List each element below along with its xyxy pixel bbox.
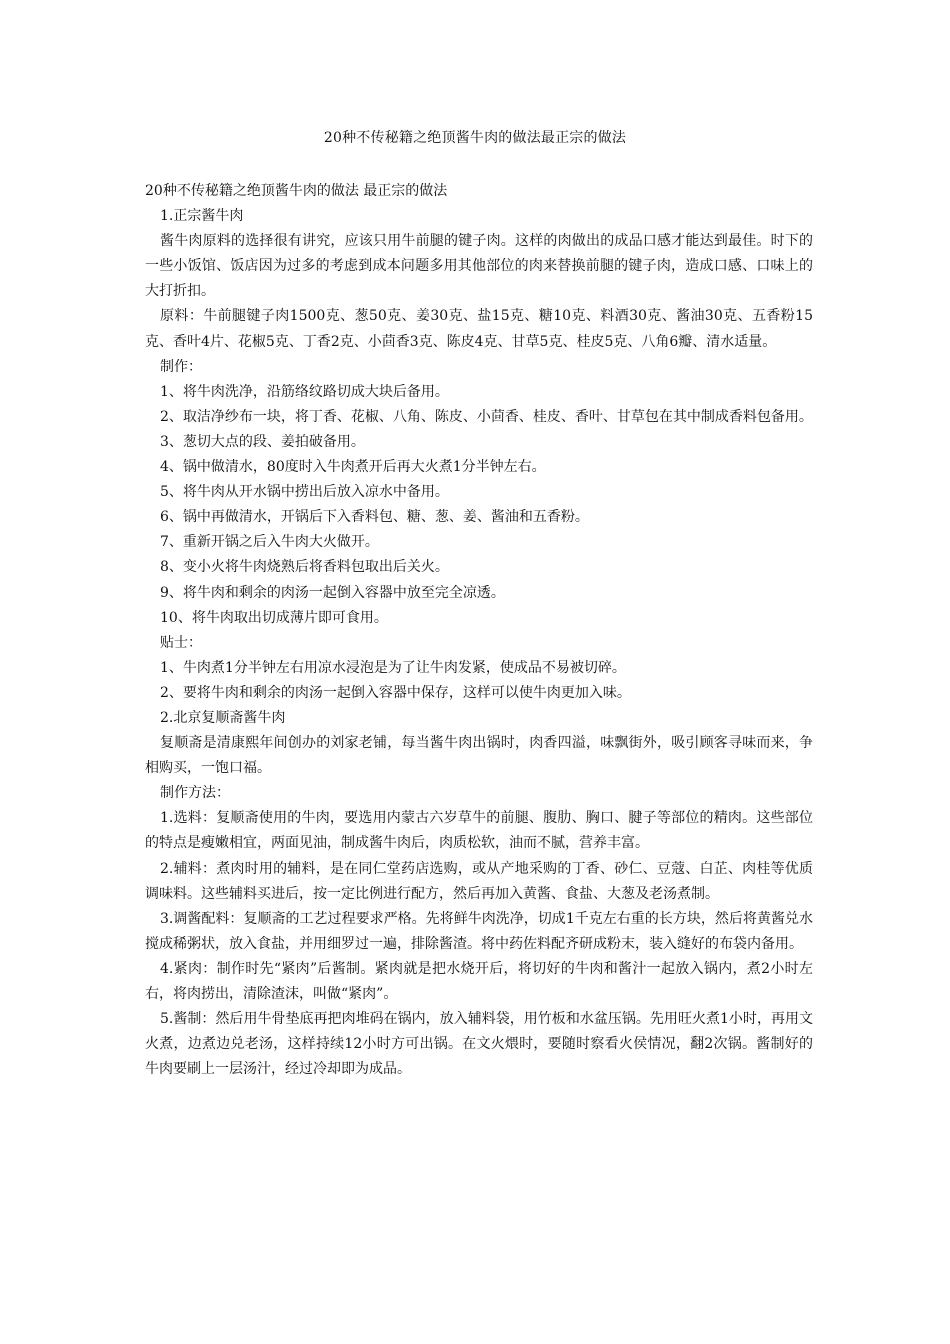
paragraph: 3.调酱配料：复顺斋的工艺过程要求严格。先将鲜牛肉洗净，切成1千克左右重的长方块，然后将黄酱兑水搅成稀粥状，放入食盐，并用细罗过一遍，排除酱渣。将中药佐料配齐研成粉末，装入缝好的布袋内备用。 [145,910,813,952]
paragraph: 10、将牛肉取出切成薄片即可食用。 [160,609,388,626]
paragraph: 1.正宗酱牛肉 [160,208,244,225]
paragraph: 2、要将牛肉和剩余的肉汤一起倒入容器中保存，这样可以使牛肉更加入味。 [160,684,631,701]
paragraph: 1、将牛肉洗净，沿筋络纹路切成大块后备用。 [160,383,449,400]
paragraph: 9、将牛肉和剩余的肉汤一起倒入容器中放至完全凉透。 [160,584,505,601]
document-title: 20种不传秘籍之绝顶酱牛肉的做法最正宗的做法 [323,130,627,146]
paragraph: 8、变小火将牛肉烧熟后将香料包取出后关火。 [160,559,449,576]
paragraph: 1.选料：复顺斋使用的牛肉，要选用内蒙古六岁草牛的前腿、腹肋、胸口、腱子等部位的精肉。这些部位的特点是瘦嫩相宜，两面见油，制成酱牛肉后，肉质松软，油而不腻，营养丰富。 [145,810,813,852]
paragraph: 制作方法： [160,785,230,802]
paragraph: 酱牛肉原料的选择很有讲究，应该只用牛前腿的键子肉。这样的肉做出的成品口感才能达到最佳。时下的一些小饭馆、饭店因为过多的考虑到成本问题多用其他部位的肉来替换前腿的键子肉，造成口感、口味上的大打折扣。 [145,233,813,300]
paragraph: 4、锅中做清水，80度时入牛肉煮开后再大火煮1分半钟左右。 [160,459,546,476]
paragraph: 2.辅料：煮肉时用的辅料，是在同仁堂药店选购，或从产地采购的丁香、砂仁、豆蔻、白芷、肉桂等优质调味料。这些辅料买进后，按一定比例进行配方，然后再加入黄酱、食盐、大葱及老汤煮制。 [145,860,813,902]
paragraph: 复顺斋是清康熙年间创办的刘家老铺，每当酱牛肉出锅时，肉香四溢，味飘街外，吸引顾客寻味而来，争相购买，一饱口福。 [145,735,813,777]
paragraph: 原料：牛前腿键子肉1500克、葱50克、姜30克、盐15克、糖10克、料酒30克、酱油30克、五香粉15克、香叶4片、花椒5克、丁香2克、小茴香3克、陈皮4克、甘草5克、桂皮5克、八角6瓣、清水适量。 [145,308,813,350]
paragraph: 6、锅中再做清水，开锅后下入香料包、糖、葱、姜、酱油和五香粉。 [160,509,589,526]
paragraph: 1、牛肉煮1分半钟左右用凉水浸泡是为了让牛肉发紧，使成品不易被切碎。 [160,659,626,676]
paragraph: 5.酱制：然后用牛骨垫底再把肉堆码在锅内，放入辅料袋，用竹板和水盆压锅。先用旺火煮1小时，再用文火煮，边煮边兑老汤，这样持续12小时方可出锅。在文火煨时，要随时察看火侯情况，翻2次锅。酱制好的牛肉要刷上一层汤汁，经过冷却即为成品。 [145,1011,813,1078]
paragraph: 制作： [160,358,202,375]
paragraph: 4.紧肉：制作时先“紧肉”后酱制。紧肉就是把水烧开后，将切好的牛肉和酱汁一起放入锅内，煮2小时左右，将肉捞出，清除渣沫，叫做“紧肉”。 [145,960,813,1002]
paragraph: 7、重新开锅之后入牛肉大火做开。 [160,534,379,551]
document-body [145,179,813,1082]
paragraph: 贴士： [160,634,202,651]
paragraph: 20种不传秘籍之绝顶酱牛肉的做法 最正宗的做法 [145,183,448,199]
paragraph: 2、取洁净纱布一块，将丁香、花椒、八角、陈皮、小茴香、桂皮、香叶、甘草包在其中制成香料包备用。 [160,408,813,425]
paragraph: 2.北京复顺斋酱牛肉 [160,709,286,726]
paragraph: 3、葱切大点的段、姜拍破备用。 [160,433,365,450]
paragraph: 5、将牛肉从开水锅中捞出后放入凉水中备用。 [160,484,449,501]
